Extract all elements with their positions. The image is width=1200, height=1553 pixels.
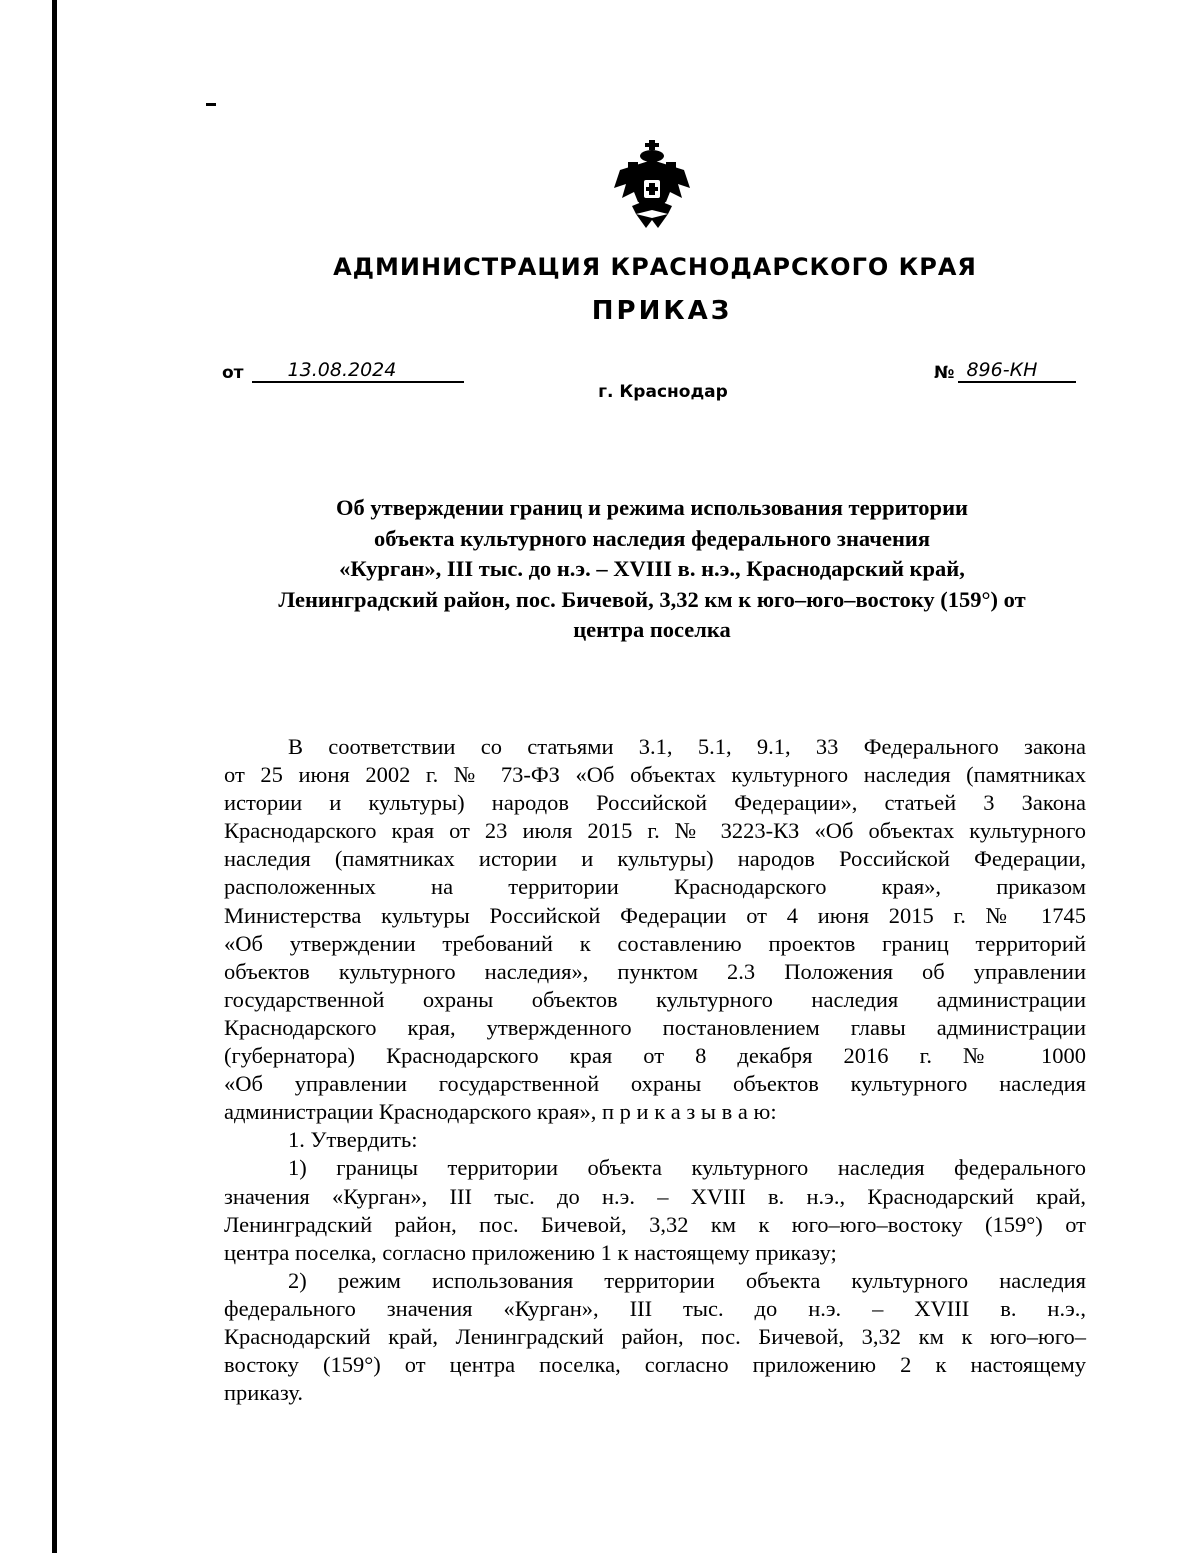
coat-of-arms-emblem-icon	[612, 140, 692, 228]
body-line: востоку (159°) от центра поселка, согласно приложению 2 к настоящему	[224, 1352, 1086, 1378]
body-line: расположенных на территории Краснодарского края», приказом	[224, 874, 1086, 900]
body-line: государственной охраны объектов культурного наследия администрации	[224, 986, 1086, 1012]
body-line: «Об управлении государственной охраны объектов культурного наследия	[224, 1071, 1086, 1097]
body-line: Ленинградский район, пос. Бичевой, 3,32 км к юго–юго–востоку (159°) от	[224, 1211, 1086, 1237]
scan-edge-border	[52, 0, 57, 1553]
body-line: Краснодарского края, утвержденного постановлением главы администрации	[224, 1014, 1086, 1040]
body-line: администрации Краснодарского края», п р и к а з ы в а ю:	[224, 1099, 777, 1125]
organization-name: АДМИНИСТРАЦИЯ КРАСНОДАРСКОГО КРАЯ	[333, 253, 977, 281]
body-line: 1) границы территории объекта культурного наследия федерального	[288, 1155, 1086, 1181]
handwritten-date: 13.08.2024	[252, 359, 464, 383]
document-date-field	[222, 359, 464, 383]
title-line: «Курган», III тыс. до н.э. – XVIII в. н.э., Краснодарский край,	[339, 556, 965, 581]
body-line: наследия (памятниках истории и культуры) народов Российской Федерации,	[224, 846, 1086, 872]
body-line: центра поселка, согласно приложению 1 к настоящему приказу;	[224, 1239, 837, 1265]
body-line: «Об утверждении требований к составлению проектов границ территорий	[224, 930, 1086, 956]
body-line: (губернатора) Краснодарского края от 8 декабря 2016 г. № 1000	[224, 1043, 1086, 1069]
title-line: Ленинградский район, пос. Бичевой, 3,32 км к юго–юго–востоку (159°) от	[278, 586, 1026, 612]
body-line: приказу.	[224, 1380, 303, 1406]
body-line: В соответствии со статьями 3.1, 5.1, 9.1, 33 Федерального закона	[288, 734, 1086, 759]
body-line: от 25 июня 2002 г. № 73-ФЗ «Об объектах культурного наследия (памятниках	[224, 762, 1086, 788]
item-approve: 1. Утвердить:	[288, 1127, 418, 1153]
scan-speck	[206, 103, 216, 106]
number-prefix: №	[934, 363, 955, 383]
body-line: значения «Курган», III тыс. до н.э. – XVIII в. н.э., Краснодарский край,	[224, 1183, 1086, 1209]
handwritten-number: 896-КН	[958, 359, 1076, 383]
body-line: Краснодарский край, Ленинградский район, пос. Бичевой, 3,32 км к юго–юго–	[224, 1323, 1086, 1349]
body-line: Министерства культуры Российской Федерации от 4 июня 2015 г. № 1745	[224, 902, 1086, 928]
document-type: ПРИКАЗ	[591, 296, 733, 326]
body-line: объектов культурного наследия», пунктом 2.3 Положения об управлении	[224, 958, 1086, 984]
body-line: Краснодарского края от 23 июля 2015 г. № 3223-КЗ «Об объектах культурного	[224, 818, 1086, 844]
document-city: г. Краснодар	[598, 382, 728, 402]
title-line: объекта культурного наследия федерального значения	[373, 525, 931, 551]
title-line: центра поселка	[573, 617, 731, 642]
document-title	[210, 493, 1094, 646]
body-line: 2) режим использования территории объекта культурного наследия	[288, 1267, 1086, 1293]
body-line: федерального значения «Курган», III тыс. до н.э. – XVIII в. н.э.,	[224, 1295, 1086, 1321]
title-line: Об утверждении границ и режима использования территории	[335, 495, 969, 520]
date-prefix: от	[222, 363, 244, 383]
document-number-field	[934, 359, 1076, 383]
body-line: истории и культуры) народов Российской Федерации», статьей 3 Закона	[224, 790, 1086, 816]
document-body	[224, 733, 1086, 1407]
